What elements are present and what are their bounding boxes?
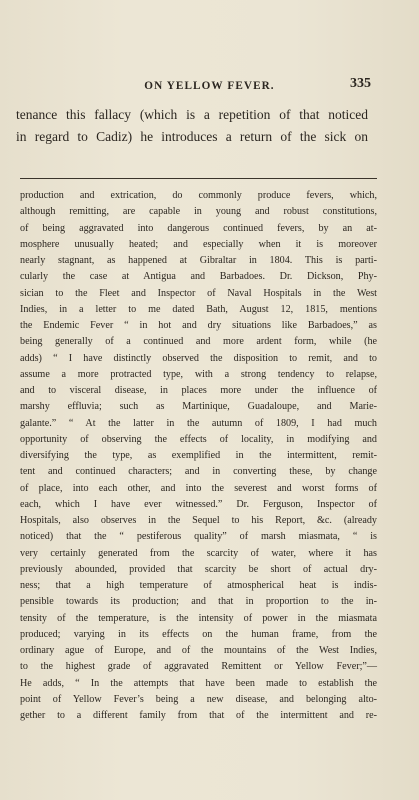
- footnote-line: marshy effluvia; such as Martinique, Guadaloupe, and Marie-: [20, 401, 377, 413]
- footnote-line: mosphere unusually heated; and especially when it is moreover: [20, 238, 377, 250]
- footnote-line: sician to the Fleet and Inspector of Naval Hospitals in the West: [20, 287, 377, 299]
- footnote: [20, 188, 377, 724]
- footnote-line: pensible towards its production; and that in proportion to the in-: [20, 596, 377, 608]
- footnote-separator: [20, 178, 377, 179]
- footnote-line: adds) “ I have distinctly observed the disposition to remit, and to: [20, 352, 377, 364]
- footnote-line: assume a more protracted type, with a strong tendency to relapse,: [20, 368, 377, 380]
- footnote-line: very certainly generated from the scarcity of water, where it has: [20, 547, 377, 559]
- main-text-line: in regard to Cadiz) he introduces a return of the sick on: [16, 129, 368, 144]
- footnote-line: to the highest grade of aggravated Remittent or Yellow Fever;”—: [20, 661, 377, 673]
- page-number: 335: [350, 76, 371, 91]
- footnote-line: the Endemic Fever “ in hot and dry situations like Barbadoes,” as: [20, 320, 377, 331]
- footnote-line: of being aggravated into dangerous continued fevers, by an at-: [20, 222, 377, 234]
- footnote-line: point of Yellow Fever’s being a new disease, and belonging alto-: [20, 693, 377, 705]
- footnote-line: Hospitals, also observes in the Sequel to his Report, &c. (already: [20, 515, 377, 526]
- footnote-line: tensity of the temperature, is the intensity of power in the miasmata: [20, 612, 377, 624]
- footnote-line: ordinary ague of Europe, and of the mountains of the West Indies,: [20, 645, 377, 656]
- footnote-line: diversifying the type, as exemplified in the intermittent, remit-: [20, 450, 377, 461]
- footnote-line: nearly stagnant, as happened at Gibraltar in 1804. This is parti-: [20, 255, 377, 266]
- footnote-line: being generally of a continued and more ardent form, while (he: [20, 336, 377, 348]
- footnote-line: Indies, in a letter to me dated Bath, August 12, 1815, mentions: [20, 303, 377, 315]
- footnote-line: galante.” “ At the latter in the autumn of 1809, I had much: [20, 417, 377, 429]
- footnote-line: opportunity of observing the effects of locality, in modifying and: [20, 433, 377, 445]
- footnote-line: gether to a different family from that of the intermittent and re-: [20, 710, 377, 721]
- footnote-line: although remitting, are capable in young and robust constitutions,: [20, 206, 377, 218]
- main-text: [16, 104, 368, 148]
- footnote-line: of place, into each other, and into the severest and worst forms of: [20, 482, 377, 494]
- running-head: ON YELLOW FEVER.: [144, 80, 275, 92]
- footnote-line: noticed) that the “ pestiferous quality” of marsh miasmata, “ is: [20, 531, 377, 543]
- footnote-line: tent and continued characters; and in converting these, by change: [20, 466, 377, 478]
- footnote-line: cularly the case at Antigua and Barbadoes. Dr. Dickson, Phy-: [20, 271, 377, 283]
- footnote-line: ness; that a high temperature of atmospherical heat is indis-: [20, 580, 377, 591]
- footnote-line: and to visceral disease, in places more under the influence of: [20, 385, 377, 396]
- footnote-line: production and extrication, do commonly produce fevers, which,: [20, 190, 377, 201]
- page-header: [0, 76, 419, 96]
- main-text-line: tenance this fallacy (which is a repetition of that noticed: [16, 107, 368, 122]
- footnote-line: He adds, “ In the attempts that have been made to establish the: [20, 677, 377, 689]
- footnote-line: previously abounded, provided that scarcity be short of actual dry-: [20, 563, 377, 575]
- footnote-line: each, which I have ever witnessed.” Dr. Ferguson, Inspector of: [20, 498, 377, 510]
- footnote-line: produced; varying in its effects on the human frame, from the: [20, 628, 377, 640]
